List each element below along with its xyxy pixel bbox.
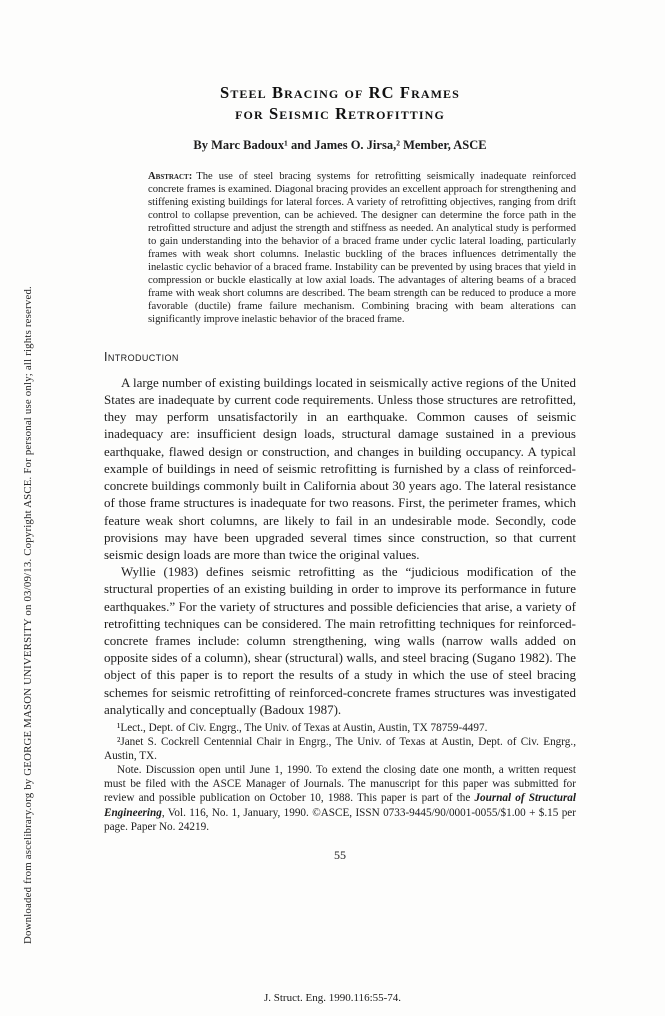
journal-footer: J. Struct. Eng. 1990.116:55-74. <box>263 992 402 1004</box>
abstract-label: Abstract: <box>148 170 193 182</box>
paper-title <box>104 82 576 125</box>
paper-title-line1: Steel Bracing of RC Frames <box>220 83 460 102</box>
footnote-2: ²Janet S. Cockrell Centennial Chair in Engrg., The Univ. of Texas at Austin, Dept. of Civ. Engrg., Austin, TX. <box>104 736 576 763</box>
article-content <box>104 82 576 863</box>
section-heading-introduction: Introduction <box>104 349 179 364</box>
journal-name-italic: Journal of Structural Engineering <box>104 792 577 819</box>
paper-title-line2: for Seismic Retrofitting <box>235 104 445 124</box>
byline: By Marc Badoux¹ and James O. Jirsa,² Member, ASCE <box>193 137 487 152</box>
footnotes-block <box>104 721 576 834</box>
sidebar-copyright-text: Downloaded from ascelibrary.org by GEORGE MASON UNIVERSITY on 03/09/13. Copyright ASCE. For personal use only; all rights reserved. <box>22 286 34 944</box>
footnote-1: ¹Lect., Dept. of Civ. Engrg., The Univ. of Texas at Austin, Austin, TX 78759-4497. <box>117 721 488 734</box>
body-paragraph-1: A large number of existing buildings located in seismically active regions of the United States are inadequate by current code requirements. Unless those structures are retrofitted, they may perform unsatisfactorily in an earthquake. Common causes of seismic inadequacy are: insufficient design loads, structural damage sustained in a previous earthquake, flawed design or construction, and changes in building occupancy. A typical example of buildings in need of seismic retrofitting is furnished by a class of reinforced-concrete buildings commonly built in California about 30 years ago. The lateral resistance of those frame structures is inadequate for two reasons. First, the perimeter frames, which feature weak short columns, are likely to fail in an undesirable mode. Secondly, code provisions may have been upgraded several times since construction, so that current seismic design loads are more than twice the original values. <box>104 374 576 562</box>
footnote-note-text-2: , Vol. 116, No. 1, January, 1990. ©ASCE, ISSN 0733-9445/90/0001-0055/$1.00 + $.15 per page. Paper No. 24219. <box>104 806 576 833</box>
body-paragraph-2: Wyllie (1983) defines seismic retrofitting as the “judicious modification of the structural properties of an existing building in order to improve its performance in future earthquakes.” For the variety of structures and possible deficiencies that arise, a variety of retrofitting techniques can be considered. The main retrofitting techniques for reinforced-concrete frames include: column strengthening, wing walls (narrow walls added on opposite sides of a column), shear (structural) walls, and steel bracing (Sugano 1982). The object of this paper is to report the results of a study in which the use of steel bracing schemes for seismic retrofitting of reinforced-concrete frames structures was investigated analytically and conceptually (Badoux 1987). <box>104 564 576 717</box>
footnote-note <box>104 763 576 833</box>
abstract-block <box>148 170 576 326</box>
footnote-note-text-1: Note. Discussion open until June 1, 1990. To extend the closing date one month, a written request must be filed with the ASCE Manager of Journals. The manuscript for this paper was submitted for review and possible publication on October 10, 1988. This paper is part of the <box>104 764 576 805</box>
page-number: 55 <box>334 847 346 862</box>
abstract-text: The use of steel bracing systems for retrofitting seismically inadequate reinforced concrete frames is examined. Diagonal bracing provides an excellent approach for strengthening and stiffening existing buildings for lateral forces. A variety of retrofitting objectives, ranging from drift control to collapse prevention, can be achieved. The designer can determine the force path in the retrofitted structure and adjust the strength and stiffness as needed. An analytical study is performed to gain understanding into the behavior of a braced frame under cyclic lateral loading, particularly frames with weak short columns. Inelastic buckling of the braces influences detrimentally the inelastic cyclic behavior of a braced frame. Instability can be prevented by using braces that yield in compression or buckle elastically at low axial loads. The advantages of altering beams of a braced frame with weak short columns are described. The beam strength can be reduced to produce a more favorable (ductile) frame failure mechanism. Combining bracing with beam alterations can significantly improve inelastic behavior of the braced frame. <box>148 170 576 325</box>
